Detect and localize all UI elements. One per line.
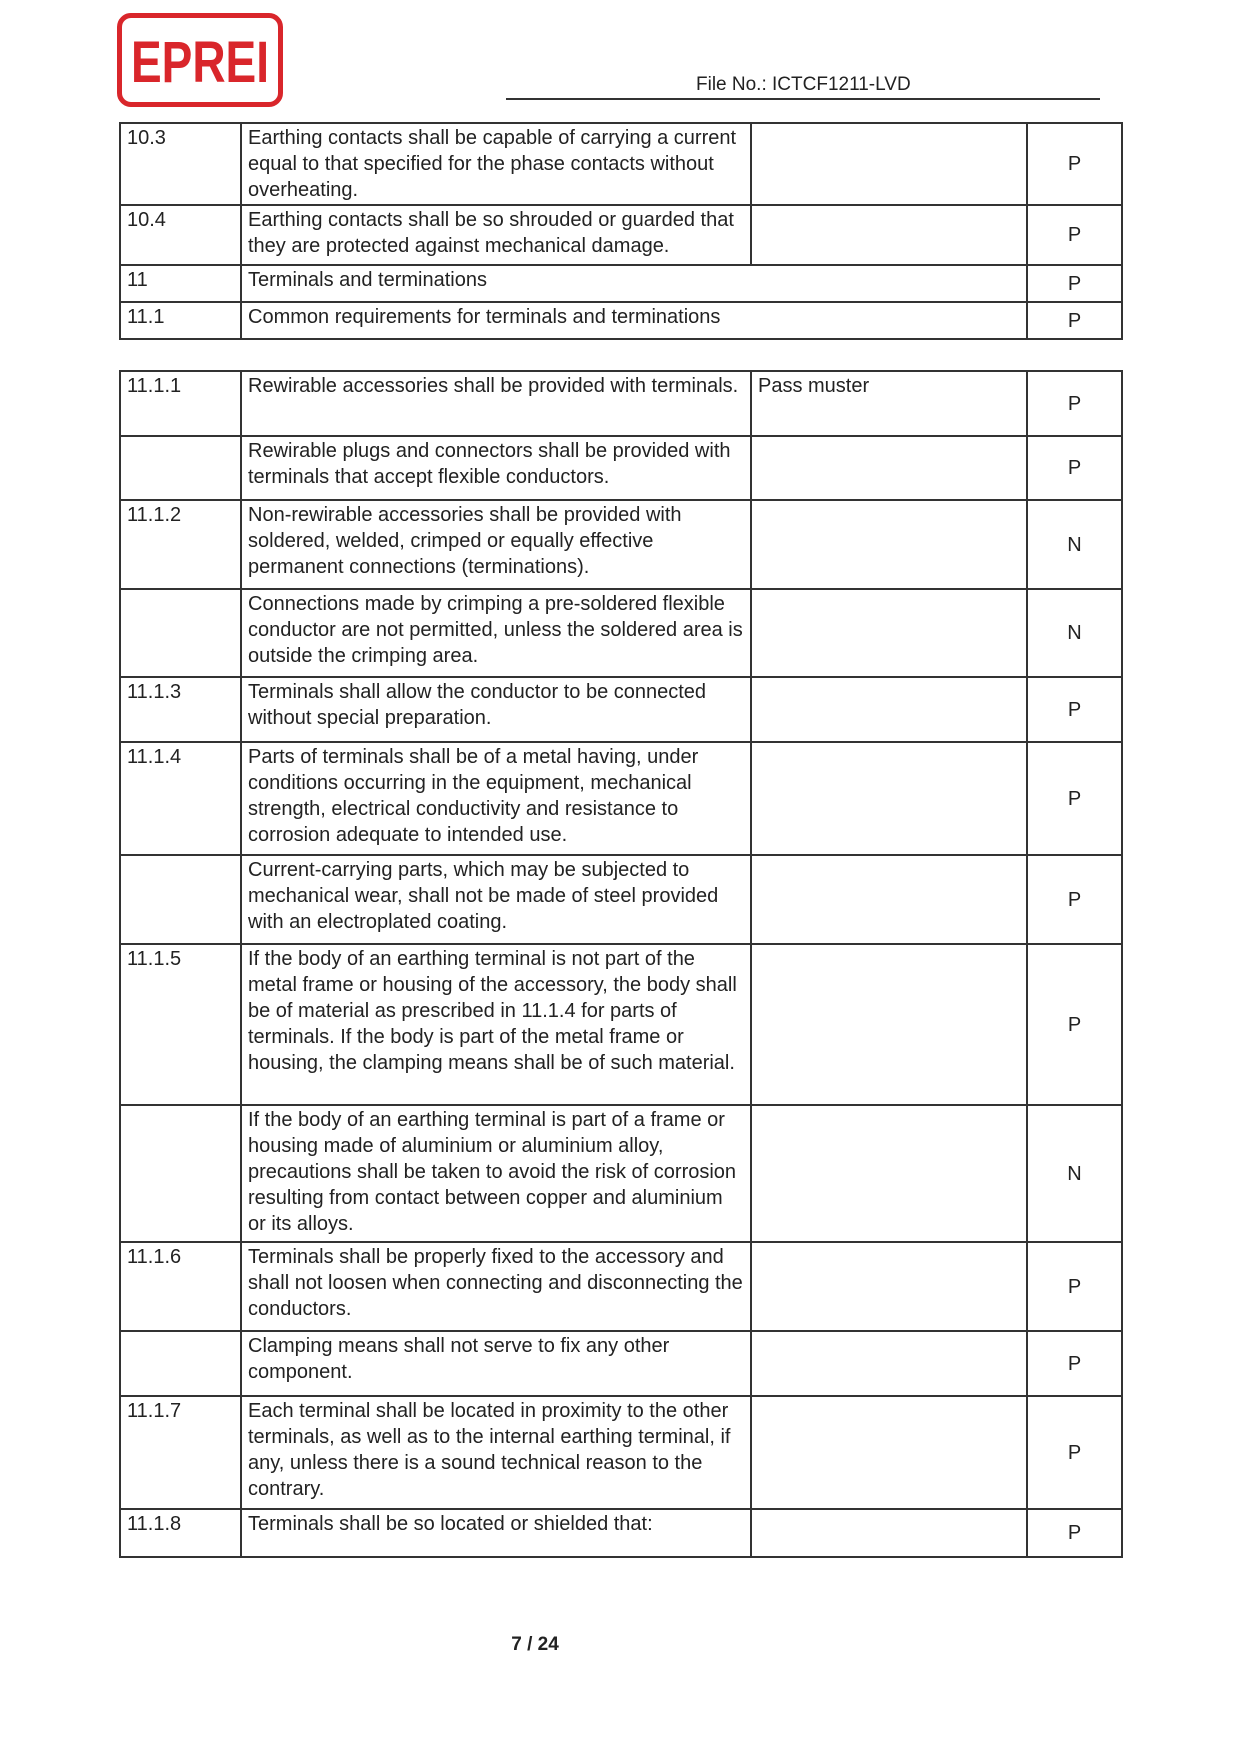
clause-cell: 11.1.2: [120, 500, 241, 589]
requirement-cell: Each terminal shall be located in proximity to the other terminals, as well as to the internal earthing terminal, if any, unless there is a sound technical reason to the contrary.: [241, 1396, 751, 1509]
table-row: [120, 677, 1122, 742]
verdict-cell: P: [1027, 1396, 1122, 1509]
verdict-cell: P: [1027, 677, 1122, 742]
table-row: [120, 1242, 1122, 1331]
result-cell: [751, 1105, 1027, 1242]
header-divider: [506, 98, 1100, 100]
requirement-cell: Terminals shall be properly fixed to the accessory and shall not loosen when connecting and disconnecting the conductors.: [241, 1242, 751, 1331]
clause-cell: 11.1.6: [120, 1242, 241, 1331]
clause-cell: 11.1.8: [120, 1509, 241, 1557]
result-cell: [751, 589, 1027, 677]
result-cell: [751, 1331, 1027, 1396]
result-cell: [751, 855, 1027, 944]
logo-text: EPREI: [131, 30, 269, 95]
clause-cell: 11.1: [120, 302, 241, 339]
requirement-cell: Connections made by crimping a pre-soldered flexible conductor are not permitted, unless the soldered area is outside the crimping area.: [241, 589, 751, 677]
result-cell: [751, 1509, 1027, 1557]
requirement-cell: Current-carrying parts, which may be subjected to mechanical wear, shall not be made of steel provided with an electroplated coating.: [241, 855, 751, 944]
table-row: [120, 500, 1122, 589]
table-row: [120, 1509, 1122, 1557]
clause-cell: 11: [120, 265, 241, 302]
table-row: [120, 589, 1122, 677]
clause-cell: [120, 589, 241, 677]
verdict-cell: P: [1027, 371, 1122, 436]
clause-cell: 11.1.4: [120, 742, 241, 855]
result-cell: [751, 742, 1027, 855]
verdict-cell: P: [1027, 436, 1122, 500]
clause-cell: 10.4: [120, 205, 241, 265]
page-number: 7 / 24: [511, 1634, 559, 1655]
verdict-cell: P: [1027, 205, 1122, 265]
verdict-cell: P: [1027, 1242, 1122, 1331]
verdict-cell: N: [1027, 589, 1122, 677]
clause-cell: 11.1.5: [120, 944, 241, 1105]
table-row: [120, 1331, 1122, 1396]
verdict-cell: P: [1027, 855, 1122, 944]
requirement-cell: Rewirable plugs and connectors shall be provided with terminals that accept flexible conductors.: [241, 436, 751, 500]
verdict-cell: N: [1027, 1105, 1122, 1242]
requirements-table-2: [119, 370, 1123, 1558]
table-row: [120, 742, 1122, 855]
verdict-cell: P: [1027, 1509, 1122, 1557]
table-row: [120, 302, 1122, 339]
table-row: [120, 855, 1122, 944]
requirement-cell: Terminals and terminations: [241, 265, 1027, 302]
logo-graphic: [122, 18, 278, 102]
result-cell: [751, 944, 1027, 1105]
clause-cell: [120, 855, 241, 944]
result-cell: [751, 1242, 1027, 1331]
clause-cell: [120, 436, 241, 500]
verdict-cell: P: [1027, 123, 1122, 205]
requirements-table-1: [119, 122, 1123, 340]
requirement-cell: Clamping means shall not serve to fix any other component.: [241, 1331, 751, 1396]
result-cell: [751, 677, 1027, 742]
clause-cell: [120, 1105, 241, 1242]
requirement-cell: Parts of terminals shall be of a metal having, under conditions occurring in the equipment, mechanical strength, electrical conductivity and resistance to corrosion adequate to intended use.: [241, 742, 751, 855]
table-row: [120, 123, 1122, 205]
table-row: [120, 1105, 1122, 1242]
company-logo: [117, 13, 283, 107]
verdict-cell: P: [1027, 1331, 1122, 1396]
verdict-cell: P: [1027, 944, 1122, 1105]
result-cell: [751, 1396, 1027, 1509]
requirement-cell: If the body of an earthing terminal is part of a frame or housing made of aluminium or aluminium alloy, precautions shall be taken to avoid the risk of corrosion resulting from contact between copper and aluminium or its alloys.: [241, 1105, 751, 1242]
verdict-cell: P: [1027, 302, 1122, 339]
table-row: [120, 265, 1122, 302]
clause-cell: 11.1.3: [120, 677, 241, 742]
result-cell: [751, 436, 1027, 500]
verdict-cell: P: [1027, 265, 1122, 302]
table-row: [120, 436, 1122, 500]
requirement-cell: Terminals shall allow the conductor to be connected without special preparation.: [241, 677, 751, 742]
table-row: [120, 1396, 1122, 1509]
result-cell: [751, 500, 1027, 589]
clause-cell: [120, 1331, 241, 1396]
requirement-cell: Earthing contacts shall be capable of carrying a current equal to that specified for the phase contacts without overheating.: [241, 123, 751, 205]
table-row: [120, 944, 1122, 1105]
result-cell: Pass muster: [751, 371, 1027, 436]
clause-cell: 11.1.7: [120, 1396, 241, 1509]
requirement-cell: Earthing contacts shall be so shrouded or guarded that they are protected against mechanical damage.: [241, 205, 751, 265]
verdict-cell: P: [1027, 742, 1122, 855]
table-row: [120, 371, 1122, 436]
result-cell: [751, 205, 1027, 265]
requirement-cell: Common requirements for terminals and terminations: [241, 302, 1027, 339]
requirement-cell: Rewirable accessories shall be provided with terminals.: [241, 371, 751, 436]
clause-cell: 11.1.1: [120, 371, 241, 436]
table-row: [120, 205, 1122, 265]
verdict-cell: N: [1027, 500, 1122, 589]
requirement-cell: Non-rewirable accessories shall be provided with soldered, welded, crimped or equally effective permanent connections (terminations).: [241, 500, 751, 589]
result-cell: [751, 123, 1027, 205]
requirement-cell: If the body of an earthing terminal is not part of the metal frame or housing of the accessory, the body shall be of material as prescribed in 11.1.4 for parts of terminals. If the body is part of the metal frame or housing, the clamping means shall be of such material.: [241, 944, 751, 1105]
requirement-cell: Terminals shall be so located or shielded that:: [241, 1509, 751, 1557]
clause-cell: 10.3: [120, 123, 241, 205]
file-number: File No.: ICTCF1211-LVD: [696, 74, 911, 95]
